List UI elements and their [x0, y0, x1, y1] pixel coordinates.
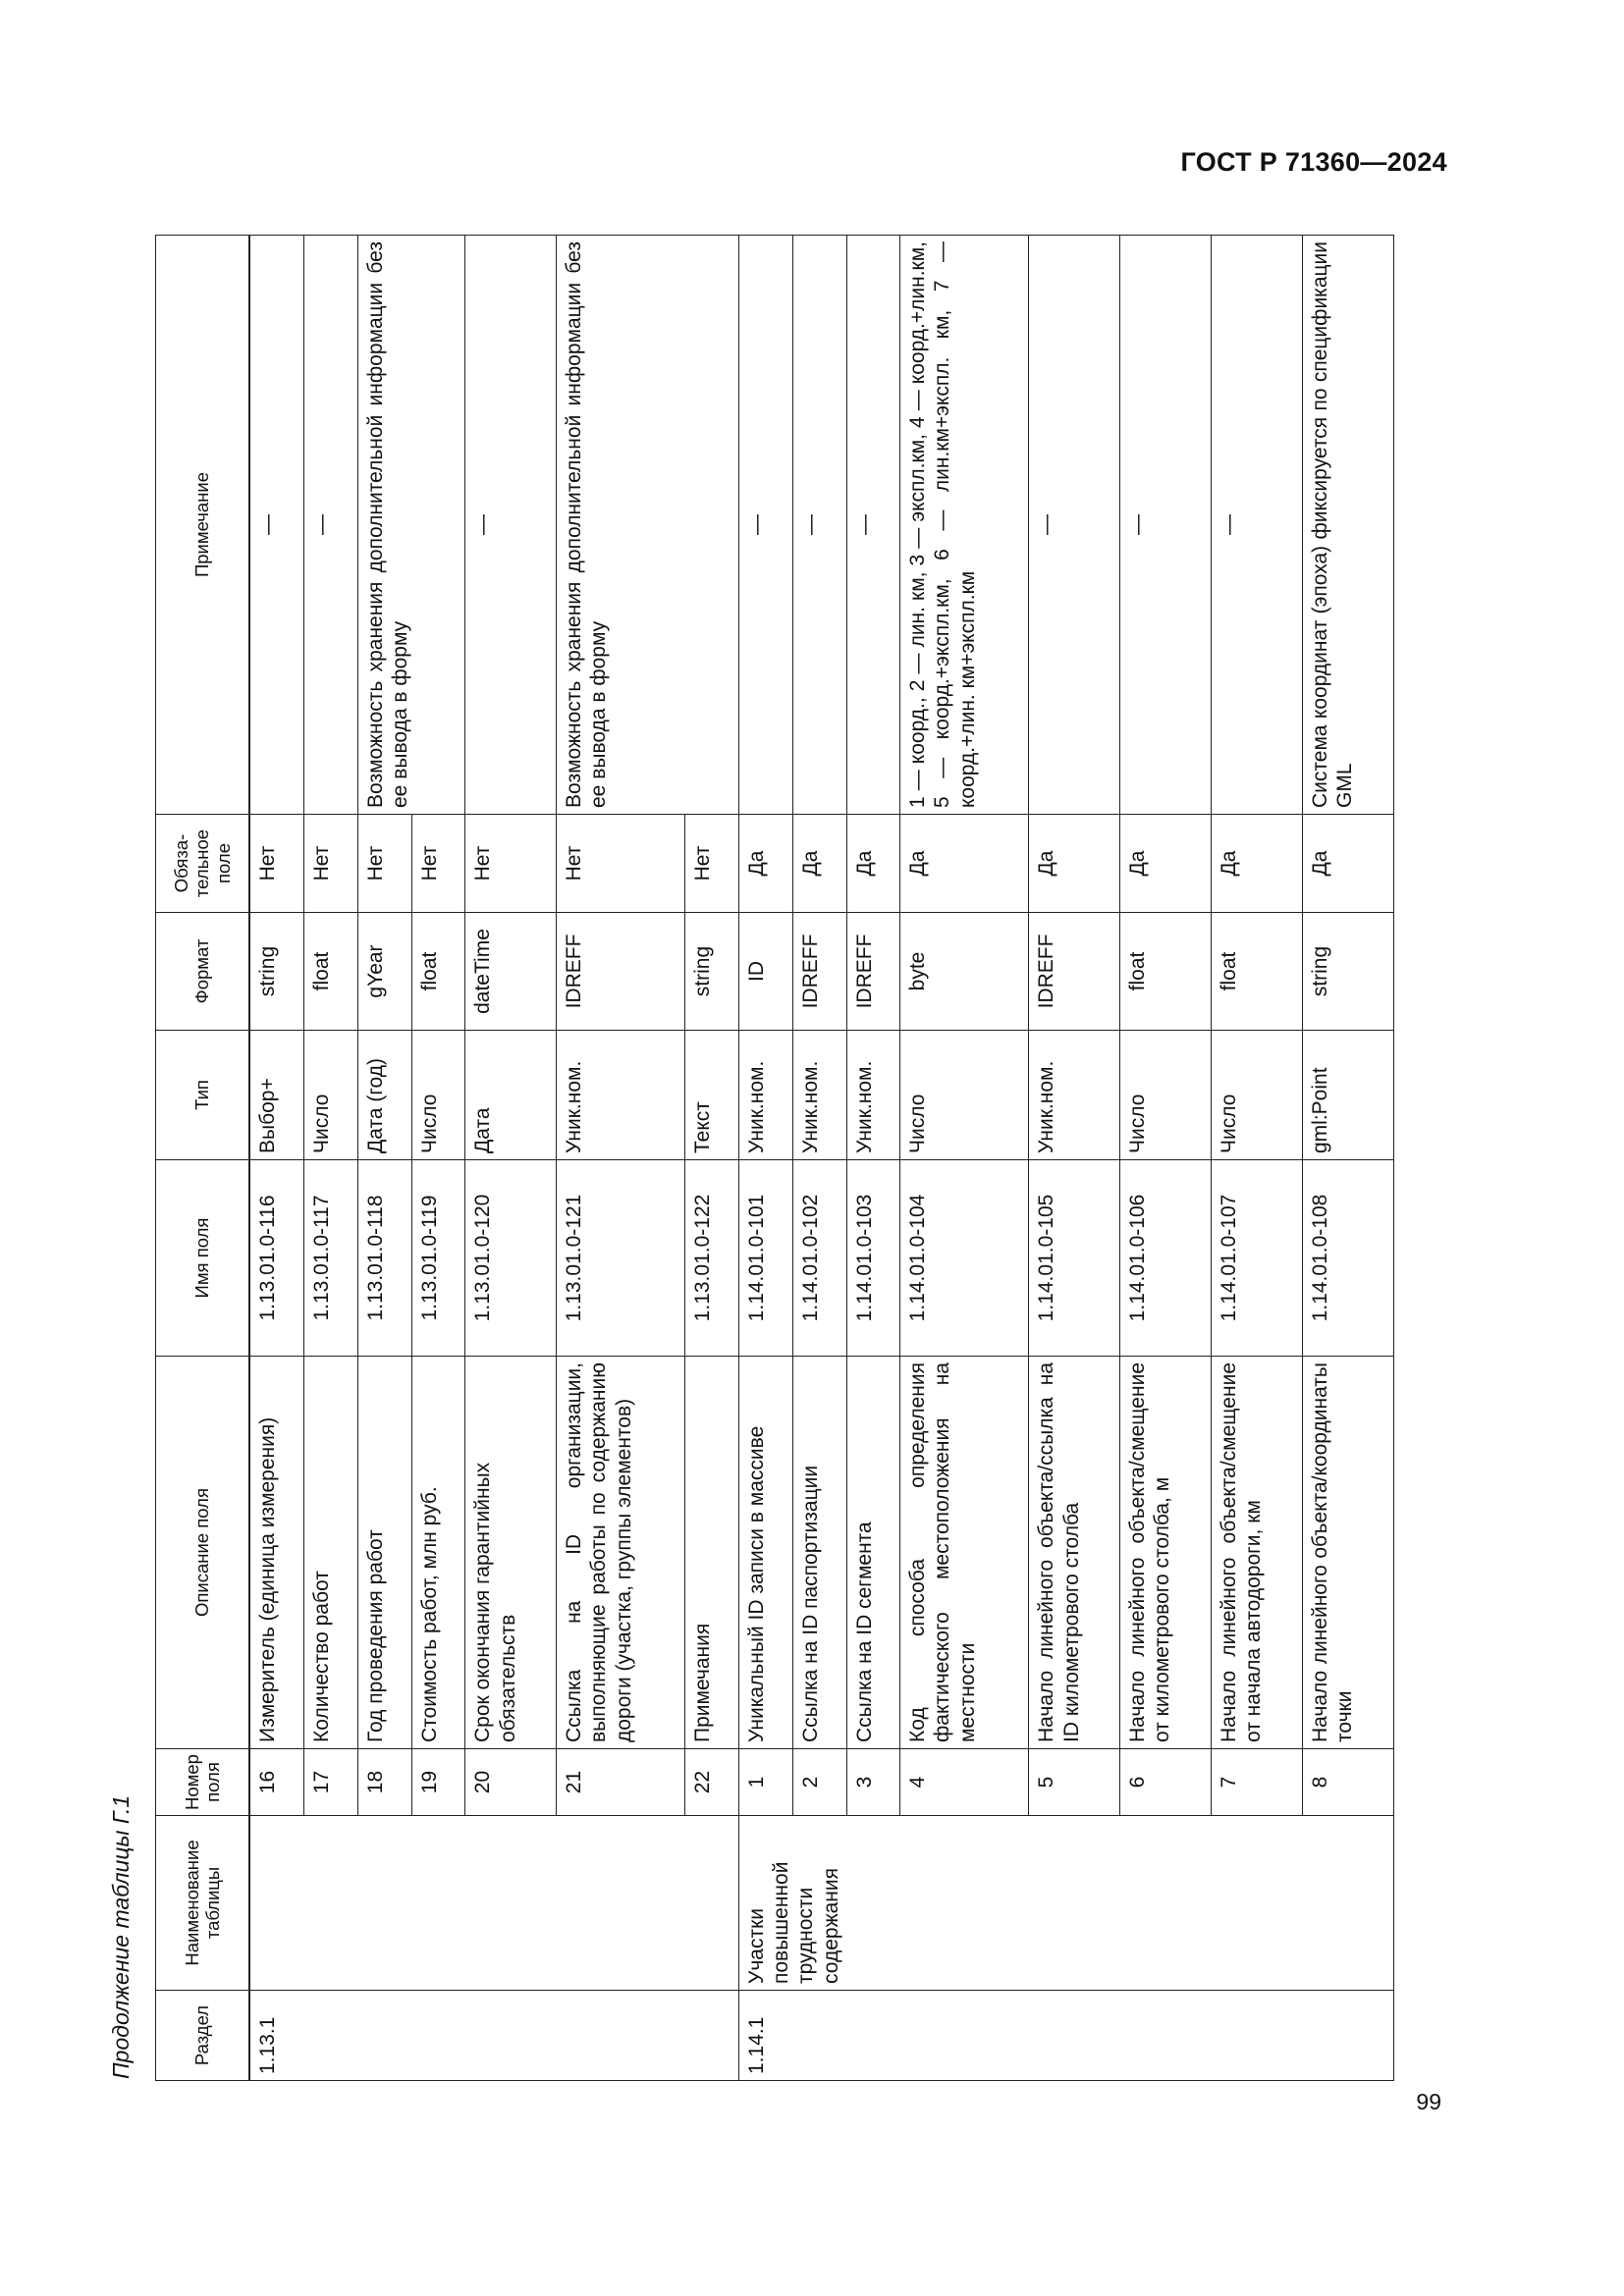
field-name: 1.14.01.0-106 [1120, 1160, 1212, 1357]
field-description: Начало линейного объекта/смещение от начала автодороги, км [1212, 1357, 1303, 1749]
field-required: Нет [557, 815, 685, 913]
col-header-section: Раздел [156, 1991, 250, 2081]
table-row [357, 236, 411, 2081]
field-number: 18 [357, 1749, 411, 1816]
field-type: Число [1120, 1031, 1212, 1160]
field-format: string [685, 913, 739, 1031]
field-required: Да [846, 815, 900, 913]
field-name: 1.13.01.0-122 [685, 1160, 739, 1357]
field-required: Нет [249, 815, 304, 913]
field-format: byte [900, 913, 1029, 1031]
field-type: Уник.ном. [846, 1031, 900, 1160]
field-type: Уник.ном. [792, 1031, 846, 1160]
page-number: 99 [1416, 2089, 1441, 2114]
field-format: string [1302, 913, 1393, 1031]
field-description: Начало линейного объекта/ссылка на ID километрового столба [1029, 1357, 1120, 1749]
table-row [792, 236, 846, 2081]
field-required: Да [739, 815, 793, 913]
col-header-field-name: Имя поля [156, 1160, 250, 1357]
field-description: Количество работ [304, 1357, 358, 1749]
field-number: 20 [465, 1749, 557, 1816]
field-number: 4 [900, 1749, 1029, 1816]
field-description: Код способа определения фактического местоположения на местности [900, 1357, 1029, 1749]
field-note: — [304, 236, 358, 815]
field-format: float [1212, 913, 1303, 1031]
table-row [1029, 236, 1120, 2081]
field-name: 1.14.01.0-105 [1029, 1160, 1120, 1357]
field-type: Дата (год) [357, 1031, 411, 1160]
field-format: float [411, 913, 465, 1031]
field-name: 1.13.01.0-117 [304, 1160, 358, 1357]
field-note: Возможность хранения дополнительной информации без ее вывода в форму [557, 236, 739, 815]
field-number: 2 [792, 1749, 846, 1816]
field-type: Дата [465, 1031, 557, 1160]
field-type: Число [1212, 1031, 1303, 1160]
table-row [846, 236, 900, 2081]
field-description: Измеритель (единица измерения) [249, 1357, 304, 1749]
field-description: Стоимость работ, млн руб. [411, 1357, 465, 1749]
field-required: Да [1029, 815, 1120, 913]
field-description: Год проведения работ [357, 1357, 411, 1749]
table-caption: Продолжение таблицы Г.1 [108, 1794, 134, 2079]
section-cell: 1.13.1 [249, 1991, 739, 2081]
field-required: Да [1212, 815, 1303, 913]
field-note: — [739, 236, 793, 815]
field-name: 1.13.01.0-116 [249, 1160, 304, 1357]
field-name: 1.13.01.0-118 [357, 1160, 411, 1357]
field-number: 19 [411, 1749, 465, 1816]
field-format: string [249, 913, 304, 1031]
field-note: 1 — коорд., 2 — лин. км, 3 — экспл.км, 4 — коорд.+лин.км, 5 — коорд.+экспл.км, 6 — лин.км+экспл. км, 7 — коорд.+лин. км+экспл.км [900, 236, 1029, 815]
field-format: ID [739, 913, 793, 1031]
table-row [304, 236, 358, 2081]
field-number: 16 [249, 1749, 304, 1816]
field-note: — [1212, 236, 1303, 815]
field-name: 1.14.01.0-107 [1212, 1160, 1303, 1357]
table-row [1302, 236, 1393, 2081]
field-description: Примечания [685, 1357, 739, 1749]
standard-header: ГОСТ Р 71360—2024 [1180, 147, 1447, 177]
spec-table [155, 235, 1394, 2081]
field-number: 1 [739, 1749, 793, 1816]
header-row [156, 236, 250, 2081]
field-required: Да [1120, 815, 1212, 913]
section-cell: 1.14.1 [739, 1991, 1394, 2081]
field-name: 1.14.01.0-101 [739, 1160, 793, 1357]
field-description: Ссылка на ID сегмента [846, 1357, 900, 1749]
field-type: gml:Point [1302, 1031, 1393, 1160]
field-type: Выбор+ [249, 1031, 304, 1160]
field-format: dateTime [465, 913, 557, 1031]
field-type: Уник.ном. [739, 1031, 793, 1160]
field-format: gYear [357, 913, 411, 1031]
field-required: Да [900, 815, 1029, 913]
field-name: 1.14.01.0-103 [846, 1160, 900, 1357]
field-type: Уник.ном. [557, 1031, 685, 1160]
field-name: 1.14.01.0-108 [1302, 1160, 1393, 1357]
rotated-table-wrapper [155, 236, 1394, 2081]
field-note: — [465, 236, 557, 815]
field-number: 3 [846, 1749, 900, 1816]
field-number: 7 [1212, 1749, 1303, 1816]
field-note: — [1120, 236, 1212, 815]
col-header-table-name: Наименование таблицы [156, 1816, 250, 1991]
field-number: 21 [557, 1749, 685, 1816]
field-note: Возможность хранения дополнительной информации без ее вывода в форму [357, 236, 465, 815]
field-type: Уник.ном. [1029, 1031, 1120, 1160]
table-row [557, 236, 685, 2081]
table-row [1120, 236, 1212, 2081]
field-name: 1.14.01.0-104 [900, 1160, 1029, 1357]
field-note: — [249, 236, 304, 815]
field-required: Нет [411, 815, 465, 913]
field-required: Нет [357, 815, 411, 913]
field-format: IDREFF [792, 913, 846, 1031]
field-name: 1.14.01.0-102 [792, 1160, 846, 1357]
field-note: — [1029, 236, 1120, 815]
col-header-format: Формат [156, 913, 250, 1031]
field-name: 1.13.01.0-119 [411, 1160, 465, 1357]
table-row [739, 236, 793, 2081]
field-number: 17 [304, 1749, 358, 1816]
field-format: IDREFF [1029, 913, 1120, 1031]
field-format: float [304, 913, 358, 1031]
table-name-cell [249, 1816, 739, 1991]
field-note: — [792, 236, 846, 815]
field-name: 1.13.01.0-121 [557, 1160, 685, 1357]
field-required: Нет [304, 815, 358, 913]
field-note: — [846, 236, 900, 815]
field-required: Нет [465, 815, 557, 913]
col-header-field-number: Номер поля [156, 1749, 250, 1816]
field-format: float [1120, 913, 1212, 1031]
col-header-required: Обяза-тельное поле [156, 815, 250, 913]
field-description: Ссылка на ID организации, выполняющие работы по содержанию дороги (участка, группы элементов) [557, 1357, 685, 1749]
field-description: Срок окончания гарантийных обязательств [465, 1357, 557, 1749]
table-row [900, 236, 1029, 2081]
table-name-cell: Участки повышенной трудности содержания [739, 1816, 1394, 1991]
field-description: Ссылка на ID паспортизации [792, 1357, 846, 1749]
field-number: 22 [685, 1749, 739, 1816]
field-name: 1.13.01.0-120 [465, 1160, 557, 1357]
field-description: Начало линейного объекта/координаты точки [1302, 1357, 1393, 1749]
field-number: 6 [1120, 1749, 1212, 1816]
field-type: Число [900, 1031, 1029, 1160]
field-description: Начало линейного объекта/смещение от километрового столба, м [1120, 1357, 1212, 1749]
field-type: Число [411, 1031, 465, 1160]
table-row [465, 236, 557, 2081]
field-required: Нет [685, 815, 739, 913]
field-format: IDREFF [557, 913, 685, 1031]
field-required: Да [792, 815, 846, 913]
field-number: 8 [1302, 1749, 1393, 1816]
field-note: Система координат (эпоха) фиксируется по спецификации GML [1302, 236, 1393, 815]
field-number: 5 [1029, 1749, 1120, 1816]
field-type: Текст [685, 1031, 739, 1160]
col-header-description: Описание поля [156, 1357, 250, 1749]
field-format: IDREFF [846, 913, 900, 1031]
field-required: Да [1302, 815, 1393, 913]
field-description: Уникальный ID записи в массиве [739, 1357, 793, 1749]
col-header-type: Тип [156, 1031, 250, 1160]
field-type: Число [304, 1031, 358, 1160]
col-header-note: Примечание [156, 236, 250, 815]
table-row [249, 236, 304, 2081]
table-row [1212, 236, 1303, 2081]
